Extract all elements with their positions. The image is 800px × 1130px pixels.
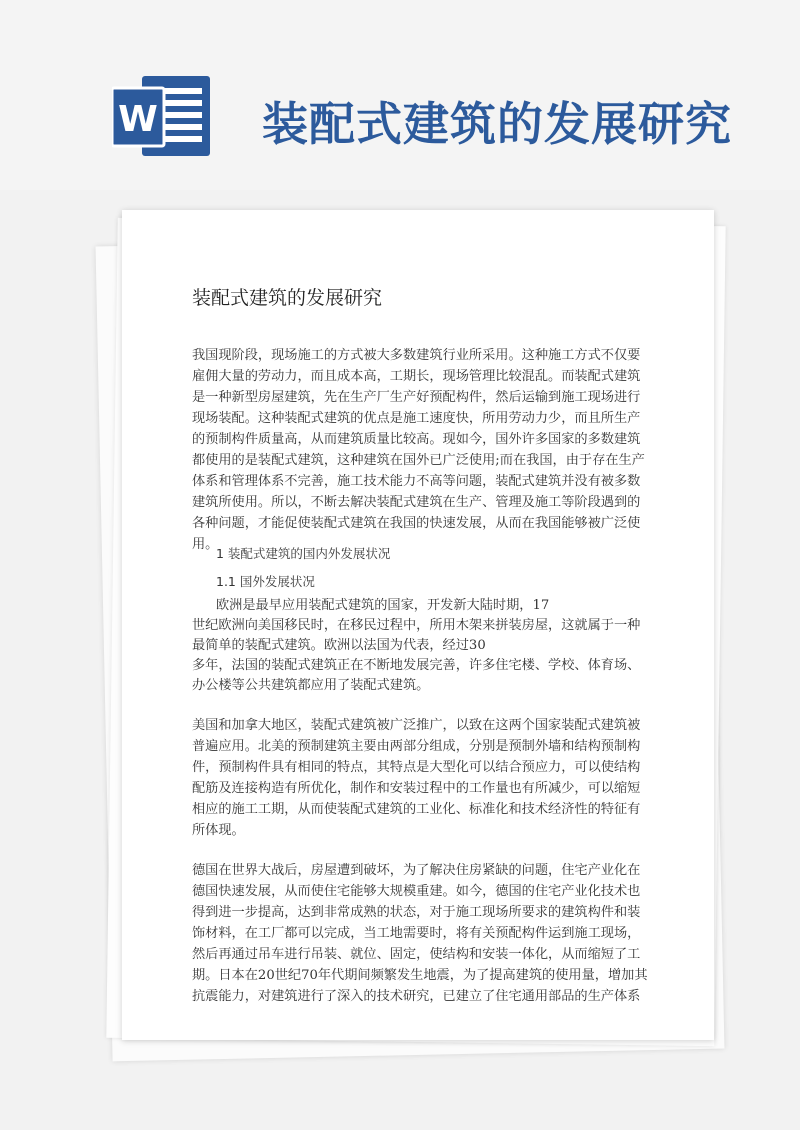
paragraph-line: 所体现。 [192, 823, 245, 838]
paragraph-line: 雇佣大量的劳动力，而且成本高，工期长，现场管理比较混乱。而装配式建筑 [192, 369, 641, 384]
document-title: 装配式建筑的发展研究 [192, 287, 383, 309]
paragraph-line: 最简单的装配式建筑。欧洲以法国为代表，经过30 [192, 638, 486, 653]
paragraph-line: 体系和管理体系不完善，施工技术能力不高等问题，装配式建筑并没有被多数 [192, 474, 641, 489]
section-heading: 1 装配式建筑的国内外发展状况 [216, 546, 391, 561]
paragraph-line: 配筋及连接构造有所优化，制作和安装过程中的工作量也有所减少，可以缩短 [192, 781, 641, 796]
paragraph-line: 德国在世界大战后，房屋遭到破坏，为了解决住房紧缺的问题，住宅产业化在 [192, 863, 641, 878]
paragraph-line: 然后再通过吊车进行吊装、就位、固定，使结构和安装一体化，从而缩短了工 [192, 947, 641, 962]
paragraph-line: 世纪欧洲向美国移民时，在移民过程中，所用木架来拼装房屋，这就属于一种 [192, 618, 641, 633]
paragraph-line: 饰材料，在工厂都可以完成，当工地需要时，将有关预配构件运到施工现场， [192, 926, 641, 941]
paragraph-line: 欧洲是最早应用装配式建筑的国家，开发新大陆时期，17 [216, 598, 550, 613]
paragraph-line: 美国和加拿大地区，装配式建筑被广泛推广，以致在这两个国家装配式建筑被 [192, 718, 641, 733]
header-banner [0, 0, 800, 190]
paragraph-line: 普遍应用。北美的预制建筑主要由两部分组成，分别是预制外墙和结构预制构 [192, 739, 641, 754]
paragraph-line: 我国现阶段，现场施工的方式被大多数建筑行业所采用。这种施工方式不仅要 [192, 348, 641, 363]
paragraph-line: 建筑所使用。所以，不断去解决装配式建筑在生产、管理及施工等阶段遇到的 [192, 495, 641, 510]
paragraph-line: 德国快速发展，从而使住宅能够大规模重建。如今，德国的住宅产业化技术也 [192, 884, 641, 899]
paragraph-line: 件，预制构件具有相同的特点，其特点是大型化可以结合预应力，可以使结构 [192, 760, 641, 775]
paragraph-line: 是一种新型房屋建筑，先在生产厂生产好预配构件，然后运输到施工现场进行 [192, 390, 641, 405]
word-logo-letter: W [118, 99, 158, 140]
paragraph-line: 的预制构件质量高，从而建筑质量比较高。现如今，国外许多国家的多数建筑 [192, 432, 641, 447]
paragraph-line: 期。日本在20世纪70年代期间频繁发生地震，为了提高建筑的使用量，增加其 [192, 968, 648, 983]
word-document-icon [112, 72, 212, 160]
subsection-heading: 1.1 国外发展状况 [216, 574, 315, 589]
paragraph-line: 各种问题，才能促使装配式建筑在我国的快速发展，从而在我国能够被广泛使 [192, 516, 641, 531]
header-title: 装配式建筑的发展研究 [262, 97, 732, 151]
paragraph-line: 都使用的是装配式建筑，这种建筑在国外已广泛使用;而在我国，由于存在生产 [192, 453, 645, 468]
paragraph-line: 多年，法国的装配式建筑正在不断地发展完善，许多住宅楼、学校、体育场、 [192, 658, 641, 673]
paragraph-line: 抗震能力，对建筑进行了深入的技术研究，已建立了住宅通用部品的生产体系 [192, 989, 641, 1004]
paragraph-line: 得到进一步提高，达到非常成熟的状态，对于施工现场所要求的建筑构件和装 [192, 905, 641, 920]
paragraph-line: 相应的施工工期，从而使装配式建筑的工业化、标准化和技术经济性的特征有 [192, 802, 641, 817]
paragraph-line: 办公楼等公共建筑都应用了装配式建筑。 [192, 678, 430, 693]
paragraph-line: 用。 [192, 537, 219, 552]
paragraph-line: 现场装配。这种装配式建筑的优点是施工速度快，所用劳动力少，而且所生产 [192, 411, 641, 426]
